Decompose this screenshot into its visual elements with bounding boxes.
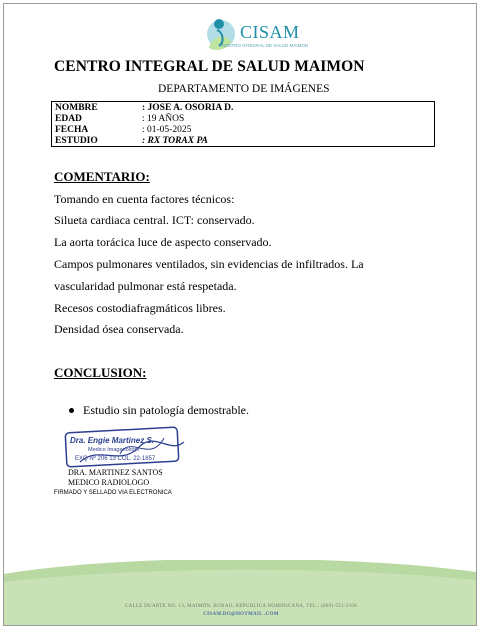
- conclusion-item: Estudio sin patología demostrable.: [83, 403, 249, 417]
- patient-age-value: : 19 AÑOS: [142, 114, 185, 124]
- signature-note: FIRMADO Y SELLADO VIA ELECTRONICA: [54, 490, 172, 496]
- info-label: EDAD: [55, 114, 82, 124]
- comment-line: Densidad ósea conservada.: [54, 322, 184, 336]
- comment-line: Tomando en cuenta factores técnicos:: [54, 192, 235, 206]
- logo-text: CISAM: [240, 22, 300, 42]
- comentario-heading: COMENTARIO:: [54, 169, 150, 184]
- study-date-value: : 01-05-2025: [142, 125, 192, 135]
- stamp-title: Medico Imagenologo: [88, 447, 140, 453]
- footer-address: CALLE DUARTE NO. 13, MAIMÓN, BONAO, REPUBLICA DOMINICANA, TEL.: (809)-551-2106: [124, 604, 358, 609]
- stamp-name: Dra. Engie Martinez S.: [70, 436, 155, 445]
- study-value: : RX TORAX PA: [142, 136, 208, 146]
- comment-line: Recesos costodiafragmáticos libres.: [54, 301, 226, 315]
- doctor-role: MEDICO RADIOLOGO: [68, 478, 150, 487]
- logo-subtitle: CENTRO INTEGRAL DE SALUD MAIMON: [222, 43, 309, 48]
- comment-line: Silueta cardiaca central. ICT: conservado.: [54, 213, 255, 227]
- stamp-license: EXQ Nº 206 13 COL. 22-1857: [75, 456, 156, 462]
- comment-line: vascularidad pulmonar está respetada.: [54, 279, 237, 293]
- info-label: ESTUDIO: [55, 136, 98, 146]
- bullet-icon: [69, 408, 74, 413]
- patient-name-value: : JOSE A. OSORIA D.: [142, 103, 234, 113]
- comment-line: Campos pulmonares ventilados, sin evidencias de infiltrados. La: [54, 257, 364, 271]
- conclusion-heading: CONCLUSION:: [54, 365, 147, 380]
- department-title: DEPARTAMENTO DE IMÁGENES: [158, 83, 330, 95]
- footer-email[interactable]: CISAM.DO@HOTMAIL .COM: [203, 612, 279, 617]
- patient-info-box: [51, 101, 435, 147]
- doctor-name: DRA. MARTINEZ SANTOS: [68, 468, 163, 477]
- info-label: FECHA: [55, 125, 89, 135]
- info-label: NOMBRE: [55, 103, 98, 113]
- center-title: CENTRO INTEGRAL DE SALUD MAIMON: [54, 58, 365, 75]
- comment-line: La aorta torácica luce de aspecto conservado.: [54, 235, 272, 249]
